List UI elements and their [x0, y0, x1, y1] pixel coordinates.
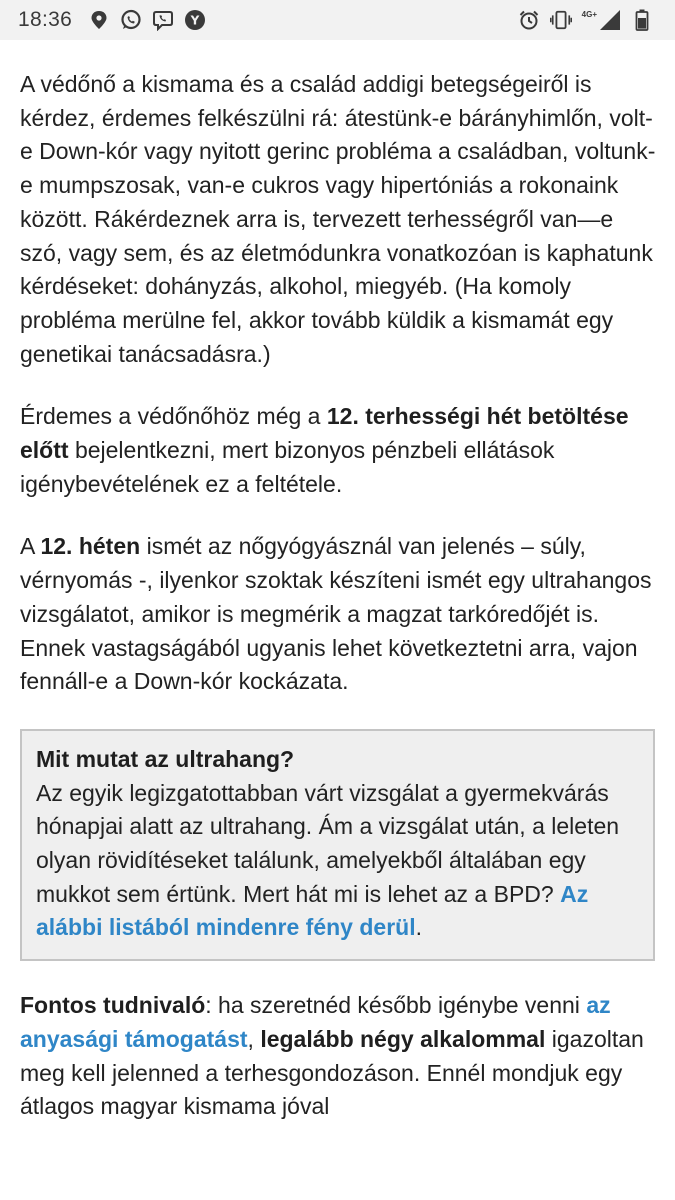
text-run: : ha szeretnéd később igénybe venni	[205, 992, 587, 1019]
battery-icon	[631, 9, 653, 31]
text-run: igazoltan meg kell jelenned a terhesgondozáson. Ennél mondjuk egy átlagos magyar kismama jóval	[20, 1025, 644, 1120]
ultrasound-info-box	[20, 729, 655, 961]
whatsapp-icon	[120, 9, 142, 31]
notification-icons	[88, 9, 206, 31]
text-run: bejelentkezni, mert bizonyos pénzbeli ellátások igénybevételének ez a feltétele.	[20, 437, 555, 497]
paragraph-important-info	[20, 989, 660, 1124]
maternity-support-link[interactable]: az anyasági támogatást	[20, 992, 611, 1052]
paragraph-registration-deadline	[20, 400, 660, 501]
svg-text:Y: Y	[190, 13, 200, 28]
location-pin-icon	[88, 9, 110, 31]
paragraph-family-history: A védőnő a kismama és a család addigi betegségeiről is kérdez, érdemes felkészülni rá: átestünk-e bárányhimlőn, volt-e Down-kór vagy nyitott gerinc probléma a családban, voltunk-e mumpszosak, van-e cukros vagy hipertóniás a rokonaink között. Rákérdeznek arra is, tervezett terhességről van—e szó, vagy sem, és az életmódunkra vonatkozóan is kaphatunk kérdéseket: dohányzás, alkohol, miegyéb. (Ha komoly probléma merülne fel, akkor tovább küldik a kismamát egy genetikai tanácsadásra.)	[20, 71, 656, 367]
text-run: ismét az nőgyógyásznál van jelenés – súly, vérnyomás -, ilyenkor szoktak készíteni ismét egy ultrahangos vizsgálatot, amikor is megmérik a magzat tarkóredőjét is. Ennek vastagságából ugyanis lehet következtetni arra, vajon fennáll-e a Down-kór kockázata.	[20, 533, 652, 695]
bold-four-visits: legalább négy alkalommal	[260, 1025, 546, 1052]
status-bar	[0, 0, 675, 40]
signal-icon	[599, 9, 621, 31]
bold-week-12: 12. héten	[40, 533, 141, 560]
text-run: ,	[247, 1025, 261, 1052]
paragraph-week-12-ultrasound	[20, 530, 660, 699]
system-status-icons	[518, 9, 653, 31]
bold-important-info: Fontos tudnivaló	[20, 992, 206, 1019]
text-run: .	[415, 914, 422, 941]
ultrasound-list-link[interactable]: Az alábbi listából mindenre fény derül	[36, 880, 589, 941]
yettel-icon	[184, 9, 206, 31]
network-type-label: 4G+	[581, 9, 597, 19]
text-run: Az egyik legizgatottabban várt vizsgálat a gyermekvárás hónapjai alatt az ultrahang. Ám a vizsgálat után, a leleten olyan rövidítéseket találunk, amelyekből általában egy mukkot sem értünk. Mert hát mi is lehet az a BPD?	[36, 779, 620, 907]
vibrate-icon	[550, 9, 572, 31]
status-time: 18:36	[18, 8, 73, 31]
info-box-title: Mit mutat az ultrahang?	[36, 745, 295, 772]
bold-week-12-deadline: 12. terhességi hét betöltése előtt	[20, 403, 629, 464]
text-run: Érdemes a védőnőhöz még a	[20, 403, 327, 430]
text-run: A	[20, 533, 41, 560]
viber-icon	[152, 9, 174, 31]
article-body	[20, 68, 660, 1124]
alarm-icon	[518, 9, 540, 31]
info-box-text	[36, 777, 639, 946]
